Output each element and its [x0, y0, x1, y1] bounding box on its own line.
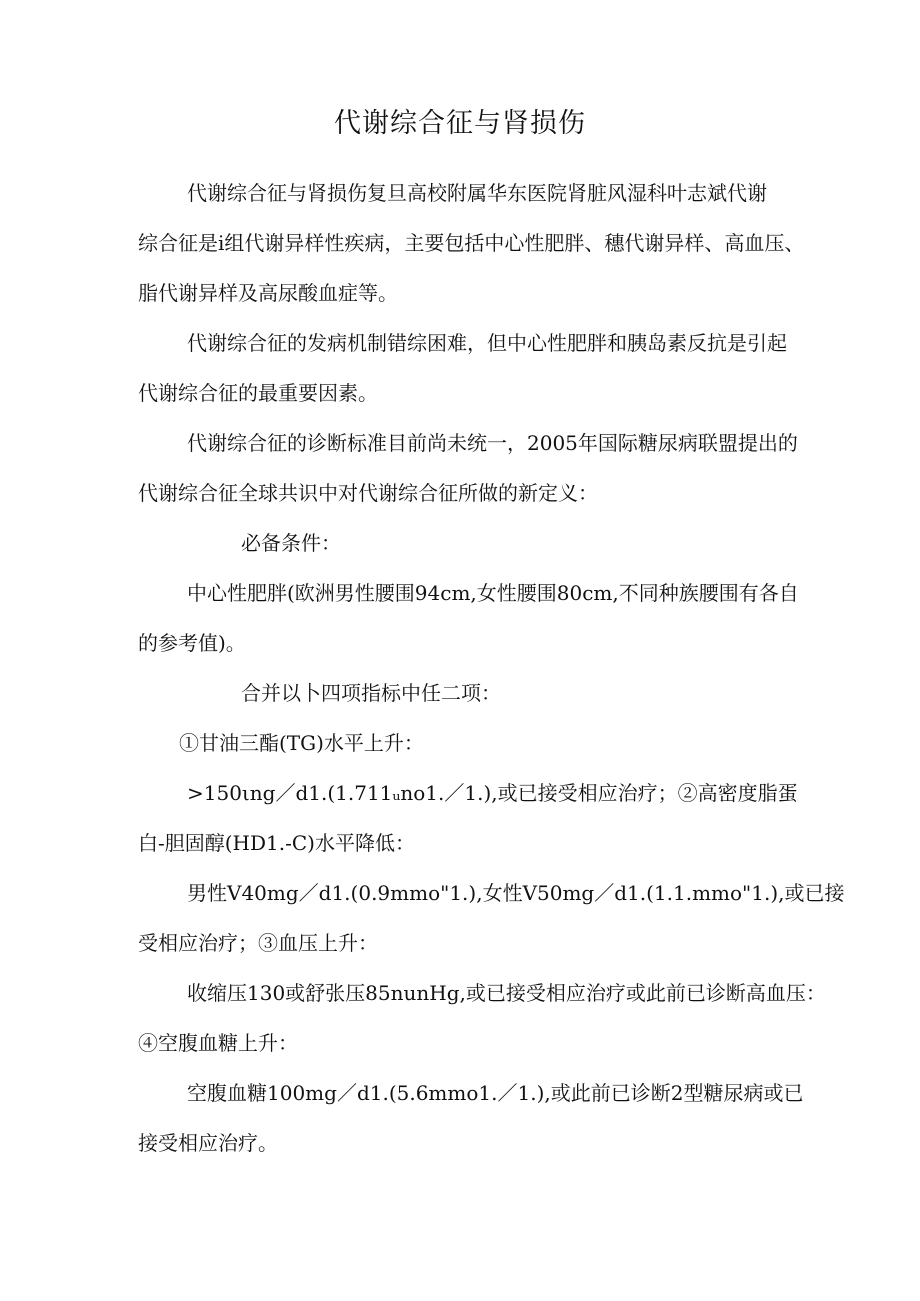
document-title: 代谢综合征与肾损伤 [334, 108, 586, 139]
paragraph-line: 接受相应治疗。 [138, 1131, 278, 1155]
paragraph-line: 的参考值)。 [138, 631, 246, 655]
criteria-heading: 合并以卜四项指标中任二项： [241, 681, 501, 705]
document-body [138, 176, 845, 1176]
paragraph-line: 代谢综合征的诊断标准目前尚未统一，2005年国际糖尿病联盟提出的 [187, 431, 798, 455]
paragraph-line: 收缩压130或舒张压85nunHg,或已接受相应治疗或此前已诊断高血压： [187, 981, 826, 1005]
paragraph-line: 综合征是i组代谢异样性疾病，主要包括中心性肥胖、穗代谢异样、高血压、 [138, 231, 805, 255]
paragraph-line: 受相应治疗；③血压上升： [138, 931, 378, 955]
paragraph-line: 男性V40mg／d1.(0.9mmo"1.),女性V50mg／d1.(1.1.mmo"1.),或已接 [187, 881, 845, 905]
paragraph-line: 空腹血糖100mg／d1.(5.6mmo1.／1.),或此前已诊断2型糖尿病或已 [187, 1081, 804, 1105]
paragraph-line: 代谢综合征的发病机制错综困难，但中心性肥胖和胰岛素反抗是引起 [187, 331, 787, 355]
paragraph-line: 代谢综合征全球共识中对代谢综合征所做的新定义： [138, 481, 598, 505]
paragraph-line: 脂代谢异样及高尿酸血症等。 [138, 281, 398, 305]
paragraph-line: >150ιng／d1.(1.711ᵤno1.／1.),或已接受相应治疗；②高密度脂蛋 [187, 781, 798, 805]
paragraph-line: 白-胆固醇(HD1.-C)水平降低： [138, 831, 415, 855]
criterion-item: ④空腹血糖上升： [138, 1031, 298, 1055]
paragraph-line: 代谢综合征与肾损伤复旦高校附属华东医院肾脏风湿科叶志斌代谢 [187, 181, 767, 205]
paragraph-line: 中心性肥胖(欧洲男性腰围94cm,女性腰围80cm,不同种族腰围有各自 [187, 581, 799, 605]
required-condition-heading: 必备条件： [241, 531, 341, 555]
paragraph-line: 代谢综合征的最重要因素。 [138, 381, 378, 405]
criterion-item: ①甘油三酯(TG)水平上升： [179, 731, 424, 755]
